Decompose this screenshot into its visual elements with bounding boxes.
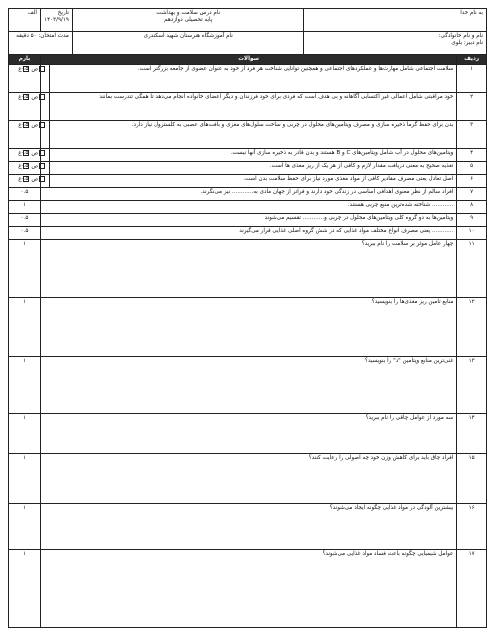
question-text: افراد سالم از نظر معنوی اهدافی اساسی در زندگی خود دارند و فراتر از جهان مادی به............ نیز می‌نگرند. [40, 188, 456, 201]
question-score: ۰.۵ [9, 175, 41, 188]
question-row [9, 298, 487, 357]
question-row [9, 175, 487, 188]
true-false-options: ص غ [40, 149, 49, 162]
column-header-row [9, 55, 487, 65]
question-score: ۰.۵ [9, 162, 41, 175]
question-number: ۱۶ [457, 504, 487, 550]
question-number: ۱ [457, 65, 487, 93]
question-row [9, 149, 487, 162]
question-number: ۱۴ [457, 414, 487, 454]
question-number: ۵ [457, 162, 487, 175]
question-text: ............ شناخته شده‌ترین منبع چربی هستند. [40, 201, 456, 214]
question-text: ویتامین‌های محلول در آب شامل ویتامین‌های C و B هستند و بدن قادر به ذخیره سازی آنها نیست. [50, 149, 457, 162]
question-number: ۱۰ [457, 227, 487, 240]
date-label: تاریخ ۱۴۰۳/۹/۱۹ [40, 9, 72, 32]
question-score: ۰.۵ [9, 214, 41, 227]
question-score: ۰.۵ [9, 188, 41, 201]
question-row [9, 414, 487, 454]
question-number: ۱۲ [457, 298, 487, 357]
student-info-cell [304, 32, 487, 55]
teacher-label: نام دبیر: بلوی [451, 40, 483, 46]
true-false-options: ص غ [40, 93, 49, 121]
question-score: ۱ [9, 550, 41, 628]
question-text: عوامل شیمیایی چگونه باعث فساد مواد غذایی می‌شوند؟ [40, 550, 456, 628]
true-checkbox[interactable] [39, 150, 45, 156]
question-score: ۱ [9, 414, 41, 454]
question-row [9, 227, 487, 240]
col-score: بارم [9, 55, 41, 65]
form-letter: الف [9, 9, 41, 32]
question-number: ۱۱ [457, 240, 487, 298]
true-checkbox[interactable] [39, 163, 45, 169]
question-number: ۱۳ [457, 357, 487, 414]
question-text: چهار عامل موثر بر سلامت را نام ببرید؟ [40, 240, 456, 298]
question-text: ............ یعنی مصرف انواع مختلف مواد غذایی که در شش گروه اصلی غذایی قرار می‌گیرند [40, 227, 456, 240]
true-false-options: ص غ [40, 175, 49, 188]
question-number: ۶ [457, 175, 487, 188]
question-text: تغذیه صحیح به معنی دریافت مقدار لازم و کافی از هر یک از ریز مغذی ها است. [50, 162, 457, 175]
question-score: ۰.۵ [9, 149, 41, 162]
question-score: ۰.۵ [9, 227, 41, 240]
question-row [9, 550, 487, 628]
true-checkbox[interactable] [39, 94, 45, 100]
question-row [9, 93, 487, 121]
header-row-1 [9, 9, 487, 32]
true-checkbox[interactable] [39, 176, 45, 182]
question-text: غنی‌ترین منابع ویتامین "د" را بنویسید؟ [40, 357, 456, 414]
question-row [9, 65, 487, 93]
student-name-label: نام و نام خانوادگی: [438, 33, 483, 39]
name-label: به نام خدا [304, 9, 487, 32]
question-number: ۱۷ [457, 550, 487, 628]
question-text: سه مورد از عوامل چاقی را نام ببرید؟ [40, 414, 456, 454]
question-score: ۱ [9, 357, 41, 414]
question-score: ۱ [9, 240, 41, 298]
question-row [9, 188, 487, 201]
true-checkbox[interactable] [39, 122, 45, 128]
question-text: اصل تعادل یعنی مصرف مقادیر کافی از مواد مغذی مورد نیاز برای حفظ سلامت بدن است. [50, 175, 457, 188]
question-score: ۰.۵ [9, 93, 41, 121]
lesson-label: نام درس سلامت و بهداشت [156, 10, 221, 16]
question-score: ۱ [9, 298, 41, 357]
lesson-title-cell [72, 9, 304, 32]
true-false-options: ص غ [40, 162, 49, 175]
question-text: ویتامین‌ها به دو گروه کلی ویتامین‌های محلول در چربی و............ تقسیم می‌شوند [40, 214, 456, 227]
question-text: سلامت اجتماعی شامل مهارت‌ها و عملکردهای اجتماعی و همچنین توانایی شناخت هر فرد از خود به عنوان عضوی از جامعه بزرگتر است. [50, 65, 457, 93]
question-row [9, 214, 487, 227]
question-row [9, 162, 487, 175]
duration-label: مدت امتحان: ۵۰ دقیقه [9, 32, 73, 55]
question-text: بدن برای حفظ گرما ذخیره سازی و مصرف ویتامین‌های محلول در چربی و ساخت سلول‌های مغزی و بافت‌های عصبی به کلسترول نیاز دارد. [50, 121, 457, 149]
question-number: ۷ [457, 188, 487, 201]
question-row [9, 201, 487, 214]
question-text: منابع تامین ریز مغذی‌ها را بنویسید؟ [40, 298, 456, 357]
question-row [9, 454, 487, 504]
question-score: ۰.۵ [9, 121, 41, 149]
true-false-options: ص غ [40, 121, 49, 149]
question-number: ۱۵ [457, 454, 487, 504]
question-number: ۲ [457, 93, 487, 121]
true-checkbox[interactable] [39, 66, 45, 72]
question-score: ۱ [9, 201, 41, 214]
school-label: نام آموزشگاه هنرستان شهید اسکندری [72, 32, 304, 55]
question-row [9, 121, 487, 149]
col-row: ردیف [457, 55, 487, 65]
question-number: ۴ [457, 149, 487, 162]
col-questions: سوالات [40, 55, 456, 65]
grade-label: پایه تحصیلی دوازدهم [164, 17, 213, 23]
question-text: خود مراقبتی شامل اعمالی غیر اکتسابی آگاهانه و بی هدف است که فردی برای خود فرزندان و دیگر اعضای خانواده انجام می‌دهد تا همگی تندرست بمانند [50, 93, 457, 121]
question-row [9, 240, 487, 298]
question-number: ۸ [457, 201, 487, 214]
question-row [9, 504, 487, 550]
question-text: بیشترین آلودگی در مواد غذایی چگونه ایجاد می‌شوند؟ [40, 504, 456, 550]
question-number: ۳ [457, 121, 487, 149]
question-score: ۱ [9, 504, 41, 550]
question-score: ۱ [9, 454, 41, 504]
question-number: ۹ [457, 214, 487, 227]
true-false-options: ص غ [40, 65, 49, 93]
question-row [9, 357, 487, 414]
question-text: افراد چاق باید برای کاهش وزن خود چه اصولی را رعایت کنند؟ [40, 454, 456, 504]
question-score: ۰.۵ [9, 65, 41, 93]
exam-sheet [8, 8, 487, 628]
header-row-2 [9, 32, 487, 55]
